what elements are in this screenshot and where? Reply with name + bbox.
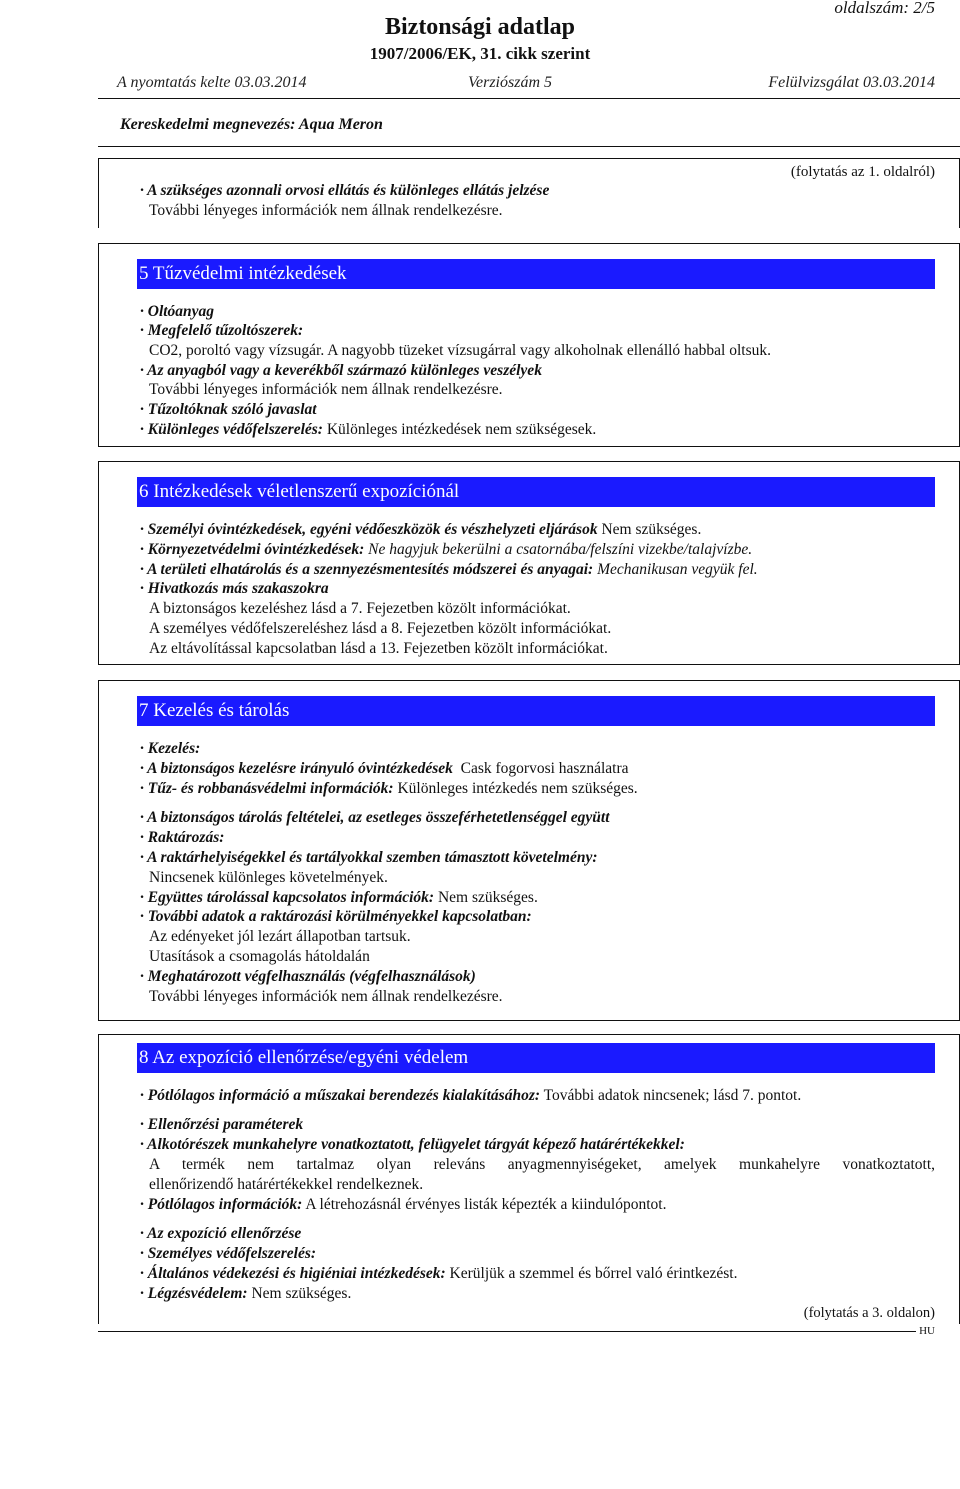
s6-personal-precautions-value: Nem szükséges. xyxy=(597,521,702,538)
document-title: Biztonsági adatlap xyxy=(384,14,576,40)
s7-storage-requirements-text: Nincsenek különleges követelmények. xyxy=(149,869,388,886)
s5-special-hazards: · Az anyagból vagy a keverékből származó különleges veszélyek xyxy=(140,362,542,379)
s8-engineering-info xyxy=(140,1086,801,1106)
s6-environmental-label: · Környezetvédelmi óvintézkedések: xyxy=(140,541,365,558)
s6-personal-precautions xyxy=(140,520,701,540)
s8-respiratory-protection xyxy=(140,1284,351,1304)
intro-text: További lényeges információk nem állnak rendelkezésre. xyxy=(149,202,503,219)
s6-reference-sections: · Hivatkozás más szakaszokra xyxy=(140,580,329,597)
s7-storage-info-text-1: Az edényeket jól lezárt állapotban tartsuk. xyxy=(149,928,411,945)
s8-additional-info xyxy=(140,1195,666,1215)
s5-hazards-text: További lényeges információk nem állnak rendelkezésre. xyxy=(149,381,503,398)
s8-limit-values-text-2: ellenőrizendő határértékekkel rendelkeznek. xyxy=(149,1176,424,1193)
s8-limit-values: · Alkotórészek munkahelyre vonatkoztatott, felügyelet tárgyát képező határértékekkel: xyxy=(140,1136,685,1153)
s8-personal-protective-equipment: · Személyes védőfelszerelés: xyxy=(140,1245,317,1262)
s5-firefighter-advice: · Tűzoltóknak szóló javaslat xyxy=(140,401,317,418)
s5-suitable-media: · Megfelelő tűzoltószerek: xyxy=(140,322,304,339)
footer-rule xyxy=(98,1331,932,1332)
section-8-title: 8 Az expozíció ellenőrzése/egyéni védelem xyxy=(139,1047,469,1068)
header-rule xyxy=(98,98,960,99)
trade-name: Kereskedelmi megnevezés: Aqua Meron xyxy=(120,116,383,133)
s6-environmental-value: Ne hagyjuk bekerülni a csatornába/felszíni vizekbe/talajvízbe. xyxy=(364,541,753,558)
s7-safe-handling-value: Cask fogorvosi használatra xyxy=(452,760,629,777)
s6-ref-ppe: A személyes védőfelszereléshez lásd a 8. Fejezetben közölt információkat. xyxy=(149,620,612,637)
s6-personal-precautions-label: · Személyi óvintézkedések, egyéni védőeszközök és vészhelyzeti eljárások xyxy=(140,521,598,538)
country-code: HU xyxy=(916,1325,935,1337)
page-number: oldalszám: 2/5 xyxy=(834,0,935,17)
intro-heading: · A szükséges azonnali orvosi ellátás és különleges ellátás jelzése xyxy=(140,182,550,199)
s7-specific-end-uses: · Meghatározott végfelhasználás (végfelhasználások) xyxy=(140,968,476,985)
s7-end-uses-text: További lényeges információk nem állnak rendelkezésre. xyxy=(149,988,503,1005)
s8-engineering-label: · Pótlólagos információ a műszakai berendezés kialakításához: xyxy=(140,1087,541,1104)
continuation-to: (folytatás a 3. oldalon) xyxy=(803,1305,935,1321)
version-number: Verziószám 5 xyxy=(468,74,553,91)
s7-storage-requirements: · A raktárhelyiségekkel és tartályokkal szemben támasztott követelmény: xyxy=(140,849,598,866)
s7-safe-storage-conditions: · A biztonságos tárolás feltételei, az esetleges összeférhetetlenséggel együtt xyxy=(140,809,610,826)
s8-respiratory-value: Nem szükséges. xyxy=(247,1285,352,1302)
s8-hygiene-value: Kerüljük a szemmel és bőrrel való érintkezést. xyxy=(445,1265,738,1282)
s5-protective-equipment xyxy=(140,420,596,440)
s8-hygiene-measures xyxy=(140,1264,737,1284)
s6-containment-methods xyxy=(140,560,758,580)
s8-engineering-value: További adatok nincsenek; lásd 7. pontot. xyxy=(540,1087,802,1104)
s6-environmental-precautions xyxy=(140,540,752,560)
section-8-header xyxy=(137,1043,935,1073)
s7-joint-storage-label: · Együttes tárolással kapcsolatos információk: xyxy=(140,889,435,906)
s8-exposure-controls: · Az expozíció ellenőrzése xyxy=(140,1225,302,1242)
section-7-title: 7 Kezelés és tárolás xyxy=(139,700,290,721)
s6-containment-value: Mechanikusan vegyük fel. xyxy=(593,561,758,578)
s8-hygiene-label: · Általános védekezési és higiéniai intézkedések: xyxy=(140,1265,446,1282)
s7-storage: · Raktározás: xyxy=(140,829,225,846)
s7-fire-explosion-label: · Tűz- és robbanásvédelmi információk: xyxy=(140,780,394,797)
trade-name-rule xyxy=(98,146,960,147)
s7-fire-explosion-info xyxy=(140,779,638,799)
s5-protective-equipment-label: · Különleges védőfelszerelés: xyxy=(140,421,323,438)
s7-safe-handling-label: · A biztonságos kezelésre irányuló óvintézkedések xyxy=(140,760,453,777)
s7-joint-storage-value: Nem szükséges. xyxy=(434,889,538,906)
section-6-title: 6 Intézkedések véletlenszerű expozíciónál xyxy=(139,481,460,502)
s5-protective-equipment-value: Különleges intézkedések nem szükségesek. xyxy=(322,421,597,438)
revision-date: Felülvizsgálat 03.03.2014 xyxy=(768,74,935,91)
regulation-reference: 1907/2006/EK, 31. cikk szerint xyxy=(369,44,591,63)
s7-joint-storage xyxy=(140,888,538,908)
section-6-header xyxy=(137,477,935,507)
s6-ref-handling: A biztonságos kezeléshez lásd a 7. Fejezetben közölt információkat. xyxy=(149,600,571,617)
s8-limit-values-text-1: A termék nem tartalmaz olyan releváns anyagmennyiségeket, amelyek munkahelyre vonatkoztatott, xyxy=(149,1156,935,1173)
print-date: A nyomtatás kelte 03.03.2014 xyxy=(117,74,307,91)
s5-extinguishing-media: · Oltóanyag xyxy=(140,303,215,320)
s6-containment-label: · A területi elhatárolás és a szennyezésmentesítés módszerei és anyagai: xyxy=(140,561,594,578)
s8-additional-info-label: · Pótlólagos információk: xyxy=(140,1196,303,1213)
s8-additional-info-value: A létrehozásnál érvényes listák képezték a kiindulópontot. xyxy=(302,1196,667,1213)
section-5-header xyxy=(137,259,935,289)
s7-handling: · Kezelés: xyxy=(140,740,201,757)
s8-control-parameters: · Ellenőrzési paraméterek xyxy=(140,1116,304,1133)
section-7-header xyxy=(137,696,935,726)
s7-further-storage-info: · További adatok a raktározási körülményekkel kapcsolatban: xyxy=(140,908,532,925)
s6-ref-disposal: Az eltávolítással kapcsolatban lásd a 13. Fejezetben közölt információkat. xyxy=(149,640,608,657)
s7-storage-info-text-2: Utasítások a csomagolás hátoldalán xyxy=(149,948,370,965)
s8-respiratory-label: · Légzésvédelem: xyxy=(140,1285,248,1302)
s7-fire-explosion-value: Különleges intézkedés nem szükséges. xyxy=(393,780,638,797)
continuation-from: (folytatás az 1. oldalról) xyxy=(790,164,935,180)
section-5-title: 5 Tűzvédelmi intézkedések xyxy=(139,263,347,284)
s5-media-text: CO2, poroltó vagy vízsugár. A nagyobb tüzeket vízsugárral vagy alkoholnak ellenálló habbal oltsuk. xyxy=(149,342,772,359)
s7-safe-handling xyxy=(140,759,629,779)
